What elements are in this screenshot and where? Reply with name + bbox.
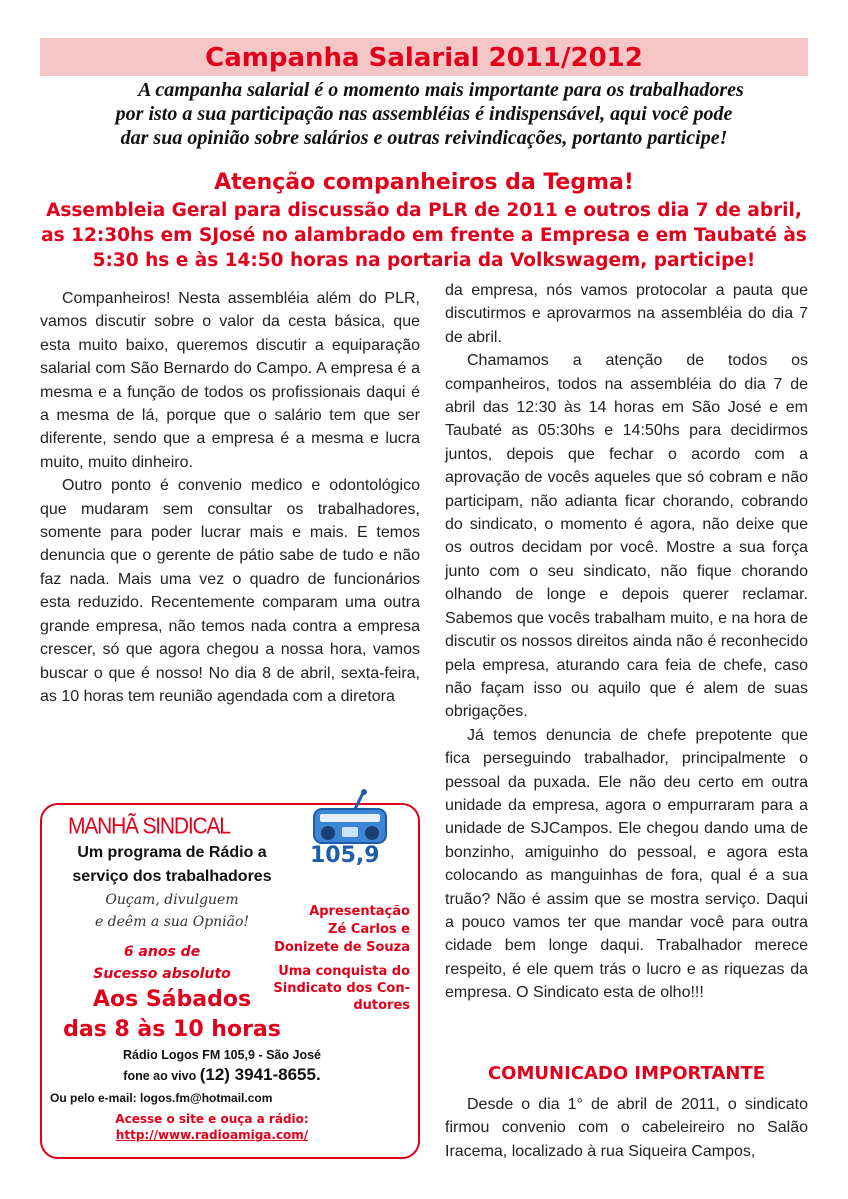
notice-column (445, 1093, 808, 1163)
achievement-line: dutores (353, 998, 410, 1013)
program-description (52, 841, 292, 889)
paragraph: Já temos denuncia de chefe prepotente que fica perseguindo trabalhador, principalmente o pessoal da puxada. Ele não deu certo em outra unidade da empresa, agora o empurraram para a unidade de SJCampos. Ele chegou dando uma de bonzinho, amiguinho do pessoal, e agora esta colocando as manguinhas de fora, qual é a sua truão? Não é assim que se mostra serviço. Daqui a pouco vamos ter que mandar você para outra cidade bem longe daqui. Trabalhador merece respeito, é ele quem trás o lucro e as riquezas da empresa. O Sindicato esta de olho!!! (445, 726, 808, 1002)
headline-title: Atenção companheiros da Tegma! (214, 170, 634, 195)
phone-line (52, 1065, 392, 1086)
headline-block (30, 168, 818, 273)
handwritten-line: Ouçam, divulguem (105, 892, 239, 908)
schedule-line: das 8 às 10 horas (63, 1017, 281, 1042)
program-line: Um programa de Rádio a (77, 844, 267, 861)
presenters (264, 903, 410, 957)
phone-label: fone ao vivo (123, 1069, 197, 1083)
radio-icon (310, 789, 392, 849)
site-info (62, 1111, 362, 1143)
left-column (40, 287, 420, 708)
intro-paragraph (40, 78, 808, 150)
radio-frequency: 105,9 (310, 843, 380, 868)
years-line: Sucesso absoluto (93, 966, 231, 982)
site-link[interactable]: http://www.radioamiga.com/ (115, 1128, 309, 1142)
phone-number: (12) 3941-8655. (199, 1065, 321, 1084)
handwritten-line: e deêm a sua Opnião! (94, 914, 250, 930)
presenters-line: Donizete de Souza (274, 940, 410, 955)
program-brand: MANHÃ SINDICAL (68, 814, 230, 839)
radio-program-box (40, 803, 420, 1159)
schedule (52, 985, 292, 1045)
achievement-line: Uma conquista do (278, 964, 410, 979)
station-info (52, 1045, 392, 1086)
presenters-line: Apresentação (309, 904, 410, 919)
schedule-line: Aos Sábados (92, 987, 252, 1012)
intro-line: por isto a sua participação nas assembléias é indispensável, aqui você pode (115, 103, 733, 125)
handwritten-note (52, 889, 292, 933)
intro-line: dar sua opinião sobre salários e outras reivindicações, portanto participe! (120, 127, 728, 149)
paragraph: Companheiros! Nesta assembléia além do PLR, vamos discutir sobre o valor da cesta básica, que esta muito baixo, queremos discutir a equiparação salarial com São Bernardo do Campo. A empresa é a mesma e a função de todos os profissionais daqui é a mesma de lá, porque que o salário tem que ser diferente, sendo que a empresa é a mesma e lucra muito, muito dinheiro. (40, 290, 420, 471)
paragraph: Outro ponto é convenio medico e odontológico que mudaram sem consultar os trabalhadores, somente para poder lucrar mais e mais. E temos denuncia que o gerente de pátio sabe de tudo e não faz nada. Mais uma vez o quadro de funcionários esta reduzido. Recentemente comparam uma outra grande empresa, não temos nada contra a empresa crescer, só que agora chegou a nossa hora, vamos buscar o que é nosso! No dia 8 de abril, sexta-feira, as 10 horas tem reunião agendada com a diretora (40, 477, 420, 705)
years-line: 6 anos de (123, 944, 201, 960)
paragraph: da empresa, nós vamos protocolar a pauta que discutirmos e aprovarmos na assembléia do dia 7 de abril. (445, 282, 808, 346)
intro-line: A campanha salarial é o momento mais importante para os trabalhadores (138, 79, 744, 101)
years-success (52, 941, 272, 985)
right-column (445, 279, 808, 1005)
page-title: Campanha Salarial 2011/2012 (205, 43, 643, 73)
headline-line: as 12:30hs em SJosé no alambrado em frente a Empresa e em Taubaté às (41, 225, 807, 246)
email-line: Ou pelo e-mail: logos.fm@hotmail.com (50, 1091, 273, 1105)
station-name: Rádio Logos FM 105,9 - São José (123, 1048, 321, 1062)
title-banner (40, 38, 808, 76)
headline-line: 5:30 hs e às 14:50 horas na portaria da Volkswagem, participe! (92, 250, 756, 271)
achievement-line: Sindicato dos Con- (273, 981, 410, 996)
site-label: Acesse o site e ouça a rádio: (115, 1112, 309, 1126)
notice-heading: COMUNICADO IMPORTANTE (487, 1063, 766, 1084)
notice-text: Desde o dia 1° de abril de 2011, o sindicato firmou convenio com o cabeleireiro no Salão Iracema, localizado à rua Siqueira Campos, (445, 1096, 808, 1160)
program-line: serviço dos trabalhadores (72, 868, 272, 885)
headline-line: Assembleia Geral para discussão da PLR de 2011 e outros dia 7 de abril, (46, 200, 802, 221)
paragraph: Chamamos a atenção de todos os companheiros, todos na assembléia do dia 7 de abril das 12:30 às 14 horas em São José e em Taubaté as 05:30hs e 14:50hs para decidirmos juntos, depois que fechar o acordo com a aprovação de vocês aqueles que só cobram e não participam, não adianta ficar chorando, cobrando do sindicato, o momento é agora, não deixe que os outros decidam por você. Mostre a sua força junto com o seu sindicato, não fique chorando olhando de longe e depois querer reclamar. Sabemos que vocês trabalham muito, e na hora de discutir os nossos direitos ainda não é reconhecido pela empresa, aturando cara feia de chefe, caso não façam isso ou aquilo que é alem de suas obrigações. (445, 352, 808, 721)
presenters-line: Zé Carlos e (328, 922, 410, 937)
